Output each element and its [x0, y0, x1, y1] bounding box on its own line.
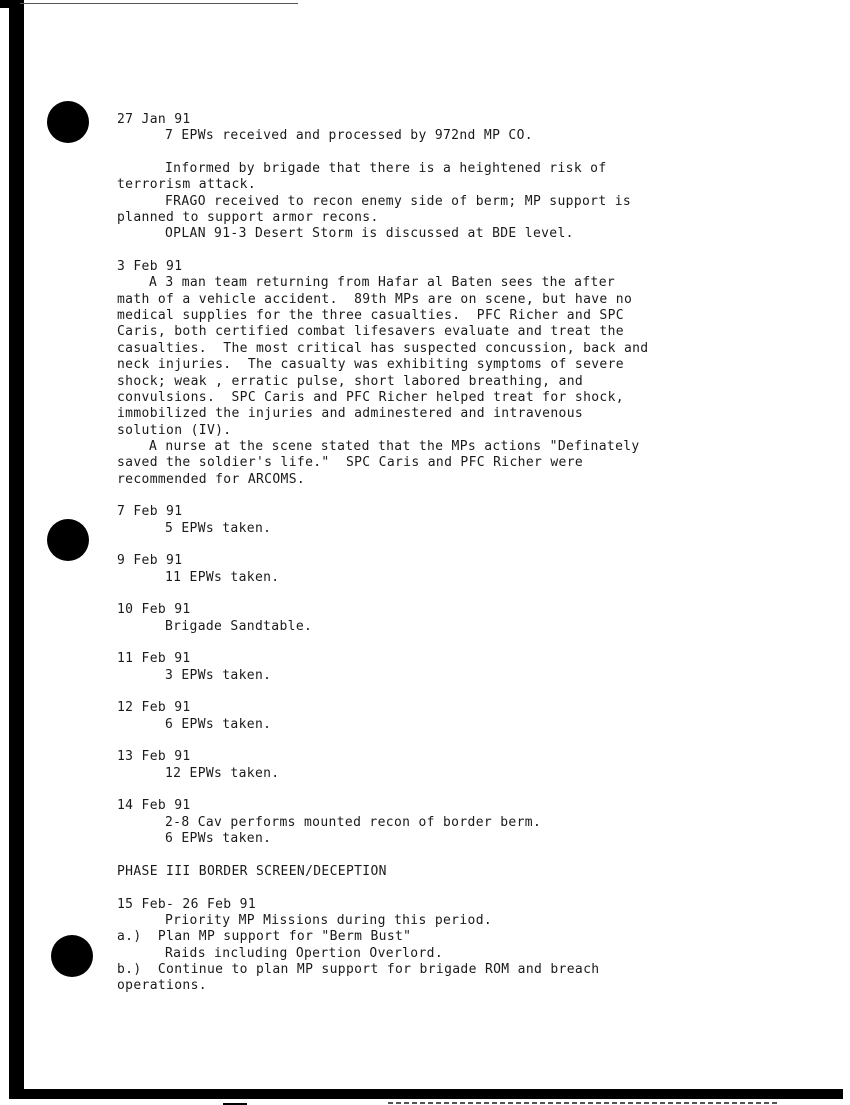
entry-date: 15 Feb- 26 Feb 91	[117, 896, 257, 912]
entry-3-feb	[117, 259, 837, 488]
entry-line: Informed by brigade that there is a heightened risk of	[165, 161, 607, 177]
entry-line: 12 EPWs taken.	[165, 765, 280, 781]
entry-line: b.) Continue to plan MP support for brigade ROM and breach	[117, 961, 600, 977]
entry-line: shock; weak , erratic pulse, short labored breathing, and	[117, 373, 584, 389]
entry-line: 3 EPWs taken.	[165, 667, 272, 683]
phase-heading: PHASE III BORDER SCREEN/DECEPTION	[117, 863, 387, 879]
entry-line: terrorism attack.	[117, 177, 257, 193]
entry-27-jan	[117, 112, 837, 243]
scan-corner-mark	[0, 0, 9, 8]
entry-date: 27 Jan 91	[117, 112, 191, 127]
entry-line: a.) Plan MP support for "Berm Bust"	[117, 929, 412, 945]
entry-line: casualties. The most critical has suspected concussion, back and	[117, 340, 649, 356]
entry-line: planned to support armor recons.	[117, 210, 379, 226]
entry-12-feb	[117, 700, 837, 733]
entry-date: 11 Feb 91	[117, 651, 191, 667]
entry-line: 6 EPWs taken.	[165, 716, 272, 732]
entry-line: medical supplies for the three casualties. PFC Richer and SPC	[117, 308, 624, 324]
entry-15-26-feb	[117, 897, 837, 995]
entry-line: immobilized the injuries and adminestered and intravenous	[117, 406, 584, 422]
entry-line: 2-8 Cav performs mounted recon of border berm.	[165, 814, 542, 830]
entry-line: 7 EPWs received and processed by 972nd MP CO.	[165, 128, 533, 144]
punch-hole-middle	[47, 519, 89, 561]
scan-top-line	[20, 3, 298, 4]
entry-line: Priority MP Missions during this period.	[165, 912, 493, 928]
entry-line: Raids including Opertion Overlord.	[165, 945, 444, 961]
scan-bottom-border	[9, 1089, 843, 1099]
entry-line: math of a vehicle accident. 89th MPs are on scene, but have no	[117, 291, 633, 307]
entry-line: 5 EPWs taken.	[165, 520, 272, 536]
entry-line: neck injuries. The casualty was exhibiting symptoms of severe	[117, 357, 624, 373]
scan-left-border	[9, 0, 24, 1092]
punch-hole-top	[47, 101, 89, 143]
entry-10-feb	[117, 602, 837, 635]
entry-line: Brigade Sandtable.	[165, 618, 313, 634]
entry-line: recommended for ARCOMS.	[117, 471, 306, 487]
entry-line: 6 EPWs taken.	[165, 831, 272, 847]
document-body	[117, 112, 837, 995]
entry-line: A nurse at the scene stated that the MPs actions "Definately	[149, 438, 640, 454]
punch-hole-bottom	[51, 935, 93, 977]
entry-line: operations.	[117, 978, 207, 994]
scan-bottom-artifact	[388, 1102, 780, 1104]
entry-line: OPLAN 91-3 Desert Storm is discussed at BDE level.	[165, 226, 574, 242]
entry-line: FRAGO received to recon enemy side of berm; MP support is	[165, 193, 632, 209]
entry-line: Caris, both certified combat lifesavers evaluate and treat the	[117, 324, 624, 340]
entry-line: convulsions. SPC Caris and PFC Richer helped treat for shock,	[117, 389, 624, 405]
entry-line: solution (IV).	[117, 422, 232, 438]
entry-date: 9 Feb 91	[117, 553, 183, 569]
entry-13-feb	[117, 749, 837, 782]
entry-date: 3 Feb 91	[117, 259, 183, 275]
entry-14-feb	[117, 798, 837, 847]
entry-line: A 3 man team returning from Hafar al Baten sees the after	[149, 275, 616, 291]
entry-date: 12 Feb 91	[117, 700, 191, 716]
entry-date: 7 Feb 91	[117, 504, 183, 520]
entry-11-feb	[117, 651, 837, 684]
entry-7-feb	[117, 504, 837, 537]
entry-date: 14 Feb 91	[117, 798, 191, 814]
entry-date: 10 Feb 91	[117, 602, 191, 618]
entry-line: saved the soldier's life." SPC Caris and PFC Richer were	[117, 455, 584, 471]
entry-date: 13 Feb 91	[117, 749, 191, 765]
entry-9-feb	[117, 553, 837, 586]
entry-line: 11 EPWs taken.	[165, 569, 280, 585]
